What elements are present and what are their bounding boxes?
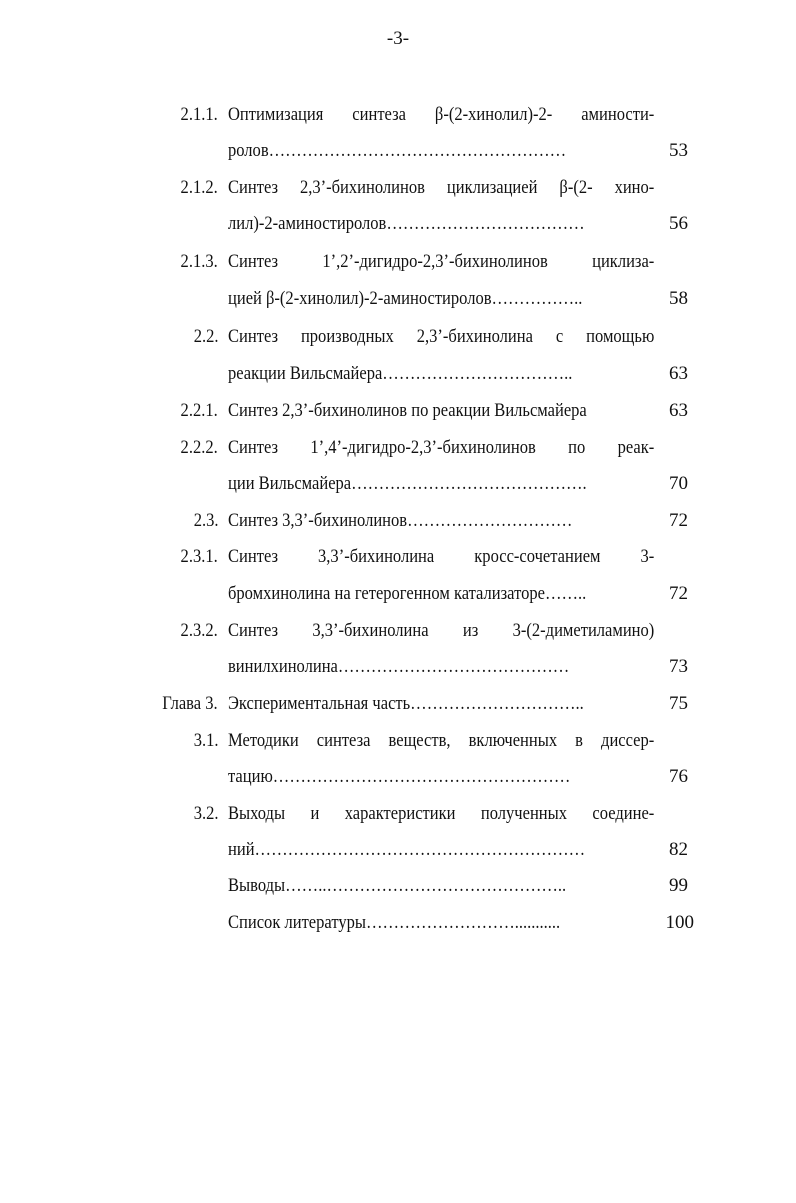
toc-title: Оптимизация синтеза β-(2-хинолил)-2- аминости-: [228, 104, 655, 125]
toc-title-cont: цией β-(2-хинолил)-2-аминостиролов……………..: [228, 288, 583, 309]
toc-title-cont: тацию………………………………………………: [228, 766, 571, 787]
toc-title-cont: ний……………………………………………………: [228, 839, 586, 860]
toc-number: 2.1.2.: [180, 177, 218, 198]
toc-page: 56: [669, 213, 688, 234]
toc-title-cont: винилхинолина……………………………………: [228, 656, 570, 677]
toc-title-cont: ции Вильсмайера…………………………………….: [228, 473, 587, 494]
toc-page: 53: [669, 140, 688, 161]
toc-title: Выводы……..……………………………………..: [228, 875, 567, 896]
toc-title: Синтез 3,3’-бихинолина кросс-сочетанием 3-: [228, 546, 655, 567]
toc-number: 2.3.: [193, 510, 218, 531]
toc-number: Глава 3.: [162, 693, 218, 714]
toc-number: 2.1.1.: [180, 104, 218, 125]
toc-title: Методики синтеза веществ, включенных в диссер-: [228, 730, 655, 751]
toc-title-cont: бромхинолина на гетерогенном катализаторе……..: [228, 583, 587, 604]
toc-title: Синтез 2,3’-бихинолинов циклизацией β-(2- хино-: [228, 177, 655, 198]
toc-number: 2.2.: [193, 326, 218, 347]
toc-title: Синтез 1’,4’-дигидро-2,3’-бихинолинов по реак-: [228, 437, 655, 458]
toc-page: 63: [669, 363, 688, 384]
toc-page: 76: [669, 766, 688, 787]
toc-page: 58: [669, 288, 688, 309]
page-number: -3-: [386, 28, 410, 49]
toc-page: 63: [669, 400, 688, 421]
toc-title-cont: лил)-2-аминостиролов………………………………: [228, 213, 585, 234]
toc-title: Список литературы………………………...........: [228, 912, 561, 933]
toc-number: 3.1.: [193, 730, 218, 751]
toc-title: Синтез 3,3’-бихинолина из 3-(2-диметиламино): [228, 620, 655, 641]
toc-page: 72: [669, 510, 688, 531]
toc-title-cont: ролов………………………………………………: [228, 140, 567, 161]
toc-page: 72: [669, 583, 688, 604]
toc-number: 3.2.: [193, 803, 218, 824]
toc-page: 75: [669, 693, 688, 714]
toc-number: 2.2.1.: [180, 400, 218, 421]
toc-number: 2.3.1.: [180, 546, 218, 567]
toc-page: 100: [665, 912, 694, 933]
toc-page: 73: [669, 656, 688, 677]
toc-title: Синтез 1’,2’-дигидро-2,3’-бихинолинов циклиза-: [228, 251, 655, 272]
toc-title-cont: реакции Вильсмайера……………………………..: [228, 363, 573, 384]
toc-number: 2.1.3.: [180, 251, 218, 272]
toc-title: Синтез 2,3’-бихинолинов по реакции Вильсмайера: [228, 400, 587, 421]
toc-title: Экспериментальная часть…………………………..: [228, 693, 584, 714]
toc-page: 82: [669, 839, 688, 860]
toc-page: 99: [669, 875, 688, 896]
toc-number: 2.3.2.: [180, 620, 218, 641]
toc-page: 70: [669, 473, 688, 494]
toc-title: Синтез 3,3’-бихинолинов…………………………: [228, 510, 573, 531]
toc-number: 2.2.2.: [180, 437, 218, 458]
toc-title: Выходы и характеристики полученных соедине-: [228, 803, 655, 824]
toc-title: Синтез производных 2,3’-бихинолина с помощью: [228, 326, 655, 347]
